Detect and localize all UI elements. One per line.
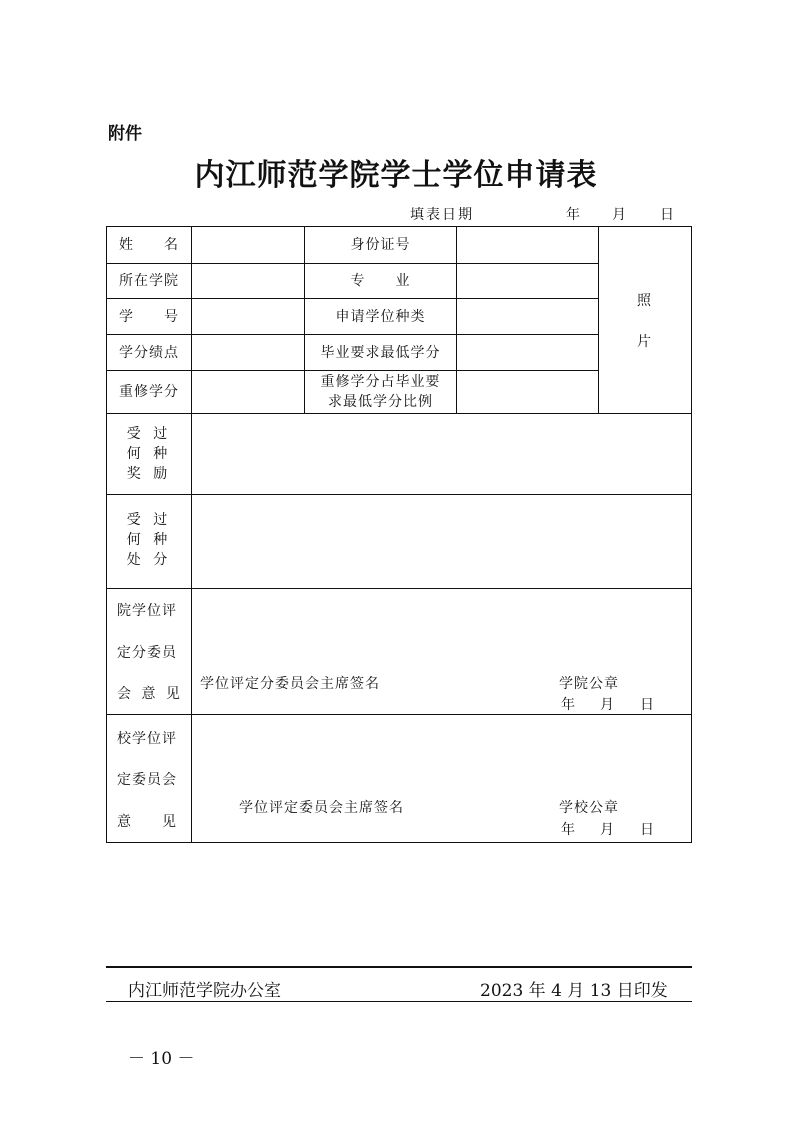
min-credits-value-cell[interactable] (457, 335, 598, 370)
college-date-day: 日 (640, 697, 655, 713)
school-seal: 学校公章 (559, 800, 619, 816)
attachment-label: 附件 (108, 124, 142, 144)
photo-label-1: 照 (637, 293, 652, 309)
photo-label-2: 片 (637, 334, 652, 350)
id-number-value-cell[interactable] (457, 227, 598, 263)
major-value-cell[interactable] (457, 264, 598, 298)
college-value-cell[interactable] (192, 264, 304, 298)
label-retake-ratio (305, 371, 456, 413)
footer-issuer: 内江师范学院办公室 (128, 981, 281, 1001)
school-committee-label-3: 意 见 (117, 814, 177, 830)
school-date-day: 日 (640, 822, 655, 838)
label-gpa: 学分绩点 (119, 344, 179, 361)
school-committee-label-1: 校学位评 (117, 731, 177, 747)
page-number: － 10 － (128, 1049, 195, 1069)
punishments-label: 受 过 何 种 处 分 (126, 512, 172, 568)
school-date-month: 月 (600, 822, 615, 838)
retake-ratio-line2: 求最低学分比例 (328, 394, 433, 410)
school-date-year: 年 (561, 822, 576, 838)
awards-value-cell[interactable] (192, 414, 691, 494)
punishments-value-cell[interactable] (192, 495, 691, 588)
fill-date-month: 月 (612, 207, 628, 223)
label-min-credits: 毕业要求最低学分 (320, 344, 441, 361)
fill-date-label: 填表日期 (410, 207, 474, 223)
label-major: 专 业 (350, 273, 411, 289)
fill-date-year: 年 (566, 207, 582, 223)
fill-date-day: 日 (660, 207, 676, 223)
awards-label: 受 过 何 种 奖 励 (126, 426, 172, 482)
student-id-value-cell[interactable] (192, 299, 304, 334)
retake-ratio-line1: 重修学分占毕业要 (320, 374, 441, 390)
footer-top-rule (106, 966, 692, 968)
label-name: 姓 名 (119, 237, 179, 253)
college-committee-label-1: 院学位评 (117, 603, 177, 619)
footer-issued: 2023 年 4 月 13 日印发 (480, 981, 668, 1001)
college-committee-label-3: 会 意 见 (117, 686, 183, 702)
college-date-month: 月 (600, 697, 615, 713)
label-student-id: 学 号 (119, 308, 179, 325)
label-id-number: 身份证号 (350, 237, 411, 253)
label-retake-credits: 重修学分 (119, 384, 179, 400)
college-chair-sign: 学位评定分委员会主席签名 (200, 676, 380, 692)
label-degree-type: 申请学位种类 (335, 308, 426, 325)
label-college: 所在学院 (119, 273, 179, 289)
retake-ratio-value-cell[interactable] (457, 371, 598, 413)
school-committee-label-2: 定委员会 (117, 772, 177, 788)
college-committee-label-2: 定分委员 (117, 645, 177, 661)
gpa-value-cell[interactable] (192, 335, 304, 370)
retake-credits-value-cell[interactable] (192, 371, 304, 413)
college-date-year: 年 (561, 697, 576, 713)
college-seal: 学院公章 (559, 676, 619, 692)
degree-type-value-cell[interactable] (457, 299, 598, 334)
form-title: 内江师范学院学士学位申请表 (194, 158, 598, 193)
school-chair-sign: 学位评定委员会主席签名 (239, 800, 404, 816)
footer-bottom-rule (106, 1001, 692, 1002)
name-value-cell[interactable] (192, 227, 304, 263)
